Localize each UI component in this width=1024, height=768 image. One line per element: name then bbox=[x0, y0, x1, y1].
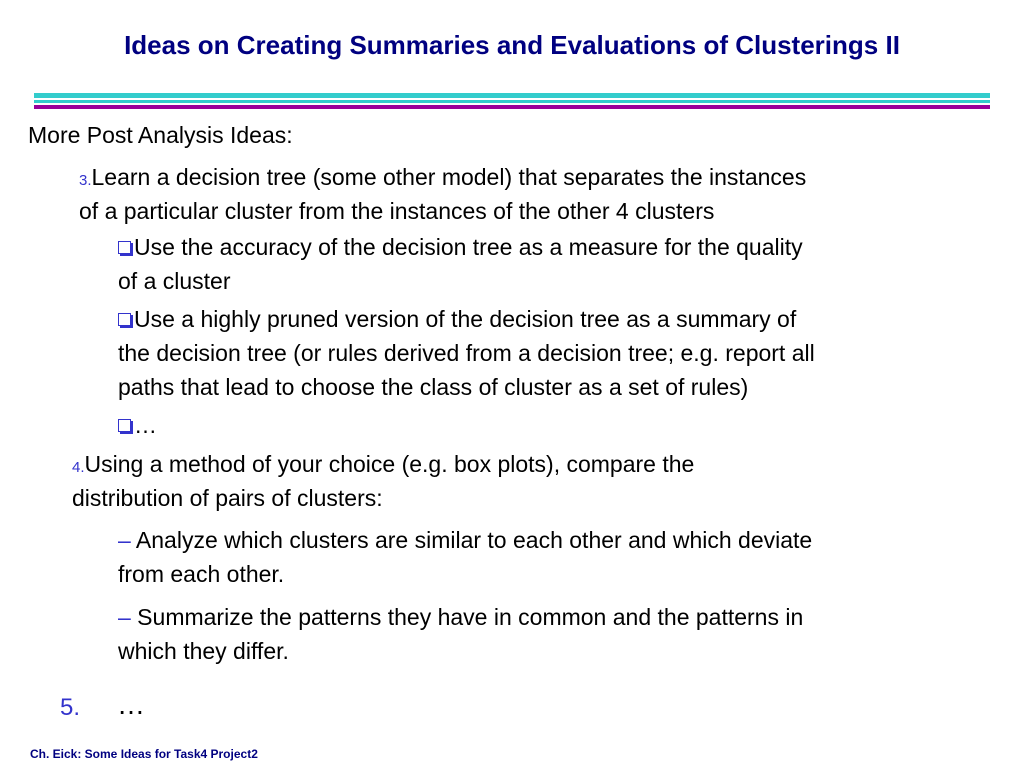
square-bullet-icon bbox=[118, 313, 131, 326]
item-5-text: … bbox=[117, 689, 145, 720]
slide-footer: Ch. Eick: Some Ideas for Task4 Project2 bbox=[30, 747, 258, 761]
slide-title: Ideas on Creating Summaries and Evaluations of Clusterings II bbox=[124, 30, 900, 60]
item-4-sub-2-text-1: Summarize the patterns they have in common and the patterns in bbox=[130, 604, 804, 630]
item-4-sub-2-line-2: which they differ. bbox=[118, 638, 289, 664]
item-3-sub-2-line-2: the decision tree (or rules derived from a decision tree; e.g. report all bbox=[118, 340, 815, 366]
item-3-line-2: of a particular cluster from the instances of the other 4 clusters bbox=[79, 198, 715, 224]
item-4-sub-1-line-2: from each other. bbox=[118, 561, 285, 587]
item-3-sub-2-text-1: Use a highly pruned version of the decision tree as a summary of bbox=[134, 306, 797, 332]
dash-bullet-icon: – bbox=[118, 604, 131, 630]
item-3-line-1 bbox=[79, 160, 806, 198]
item-4-sub-1-text-1: Analyze which clusters are similar to each other and which deviate bbox=[130, 527, 813, 553]
item-4-sub-1-line-1 bbox=[118, 523, 812, 557]
item-4-line-2: distribution of pairs of clusters: bbox=[72, 485, 383, 511]
item-3-sub-1-line-1 bbox=[118, 230, 803, 264]
item-3-number: 3. bbox=[79, 172, 92, 189]
square-bullet-icon bbox=[118, 241, 131, 254]
item-4-sub-2-line-1 bbox=[118, 600, 803, 634]
item-4-line-1 bbox=[72, 447, 694, 485]
dash-bullet-icon: – bbox=[118, 527, 131, 553]
item-4-number: 4. bbox=[72, 459, 85, 476]
item-5-number: 5. bbox=[60, 694, 81, 721]
item-3-sub-2-line-3: paths that lead to choose the class of cluster as a set of rules) bbox=[118, 374, 749, 400]
intro-text: More Post Analysis Ideas: bbox=[28, 122, 293, 148]
item-4-text-1: Using a method of your choice (e.g. box plots), compare the bbox=[84, 451, 695, 477]
item-3-sub-1-line-2: of a cluster bbox=[118, 268, 231, 294]
item-3-sub-2-line-1 bbox=[118, 302, 796, 336]
item-3-sub-1-text-1: Use the accuracy of the decision tree as a measure for the quality bbox=[134, 234, 803, 260]
item-5 bbox=[60, 690, 80, 725]
item-3-sub-3-line-1 bbox=[118, 408, 157, 442]
item-3-text-1: Learn a decision tree (some other model) that separates the instances bbox=[91, 164, 807, 190]
item-3-sub-3-text-1: … bbox=[134, 412, 157, 438]
square-bullet-icon bbox=[118, 419, 131, 432]
